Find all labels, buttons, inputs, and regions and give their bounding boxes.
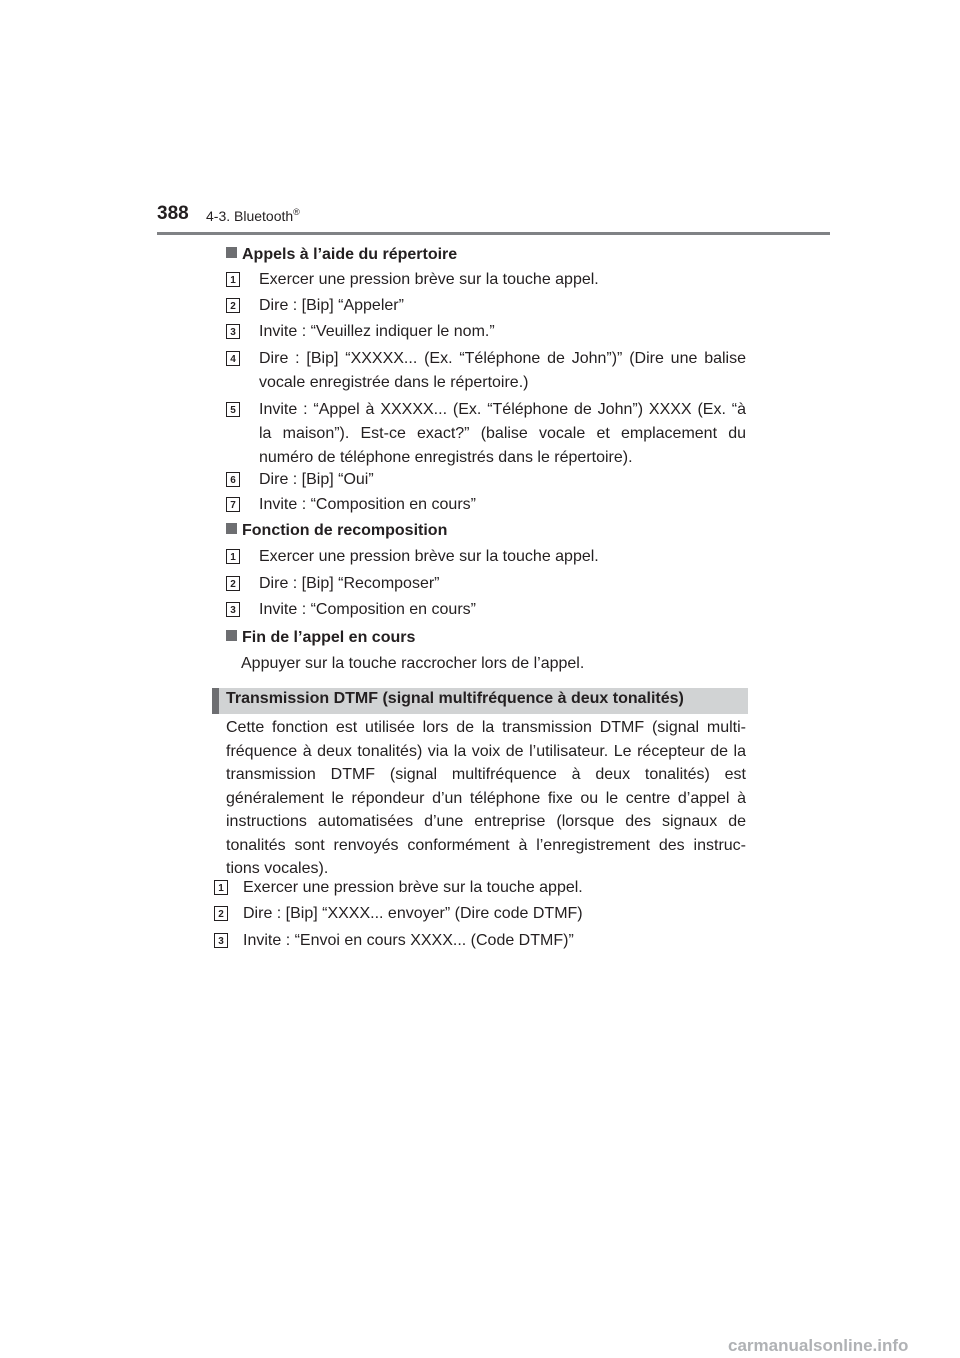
heading-accent-bar [212, 688, 219, 714]
registered-mark: ® [293, 207, 300, 217]
step-item [226, 545, 746, 569]
section-title-recomposition: Fonction de recomposition [226, 519, 447, 543]
header-rule [157, 232, 830, 235]
step-text: Dire : [Bip] “Appeler” [259, 297, 404, 314]
step-item [226, 294, 746, 318]
step-text: Dire : [Bip] “XXXX... envoyer” (Dire code DTMF) [243, 905, 583, 922]
chapter-label: 4-3. Bluetooth [206, 208, 294, 224]
step-number-badge: 2 [214, 906, 228, 921]
step-number-badge: 5 [226, 402, 240, 417]
step-text: Invite : “Composition en cours” [259, 496, 476, 513]
step-item [214, 929, 734, 953]
watermark-text: carmanualsonline.info [728, 1336, 909, 1355]
dtmf-paragraph: Cette fonction est utilisée lors de la transmission DTMF (signal multi-fréquence à deux tonalités) via la voix de l’utilisateur. Le récepteur de la transmission DTMF (signal multifréquence à deux tonalités) est généralement le répondeur d’un téléphone fixe ou le centre d’appel à instructions automatisées d’une entreprise (lorsque des signaux de tonalités sont renvoyés conformément à l’enregistrement des instruc-tions vocales). [226, 719, 746, 877]
step-text: Exercer une pression brève sur la touche appel. [243, 879, 583, 896]
step-text: Invite : “Envoi en cours XXXX... (Code DTMF)” [243, 932, 574, 949]
step-item [226, 468, 746, 492]
step-item [226, 347, 746, 395]
step-number-badge: 3 [226, 602, 240, 617]
section-text: Appuyer sur la touche raccrocher lors de l’appel. [241, 655, 585, 672]
step-number-badge: 4 [226, 351, 240, 366]
step-number-badge: 2 [226, 576, 240, 591]
step-item [226, 320, 746, 344]
step-number-badge: 1 [226, 549, 240, 564]
step-text: Dire : [Bip] “XXXXX... (Ex. “Téléphone de John”)” (Dire une balise vocale enregistrée dans le répertoire.) [259, 350, 746, 391]
step-item [226, 598, 746, 622]
step-number-badge: 3 [226, 324, 240, 339]
step-number-badge: 2 [226, 298, 240, 313]
step-number-badge: 7 [226, 497, 240, 512]
step-number-badge: 6 [226, 472, 240, 487]
dtmf-heading: Transmission DTMF (signal multifréquence à deux tonalités) [226, 690, 684, 707]
step-number-badge: 1 [214, 880, 228, 895]
step-item [226, 398, 746, 470]
step-item [214, 876, 734, 900]
page-number: 388 [157, 203, 189, 224]
step-text: Exercer une pression brève sur la touche appel. [259, 548, 599, 565]
step-text: Dire : [Bip] “Recomposer” [259, 575, 440, 592]
page-header [0, 0, 960, 240]
step-text: Invite : “Veuillez indiquer le nom.” [259, 323, 495, 340]
step-item [226, 572, 746, 596]
square-bullet-icon [226, 630, 237, 641]
square-bullet-icon [226, 523, 237, 534]
section-title-fin-appel: Fin de l’appel en cours [226, 626, 415, 650]
step-item [226, 268, 746, 292]
step-text: Dire : [Bip] “Oui” [259, 471, 374, 488]
step-number-badge: 3 [214, 933, 228, 948]
step-text: Invite : “Appel à XXXXX... (Ex. “Téléphone de John”) XXXX (Ex. “à la maison”). Est-ce exact?” (balise vocale et emplacement du numéro de téléphone enregistrés dans le répertoire). [259, 401, 746, 466]
chapter-title [206, 207, 300, 224]
step-item [226, 493, 746, 517]
step-text: Invite : “Composition en cours” [259, 601, 476, 618]
section-title-appels: Appels à l’aide du répertoire [226, 243, 457, 267]
dtmf-heading-band [212, 688, 748, 714]
square-bullet-icon [226, 247, 237, 258]
step-item [214, 902, 734, 926]
step-number-badge: 1 [226, 272, 240, 287]
step-text: Exercer une pression brève sur la touche appel. [259, 271, 599, 288]
